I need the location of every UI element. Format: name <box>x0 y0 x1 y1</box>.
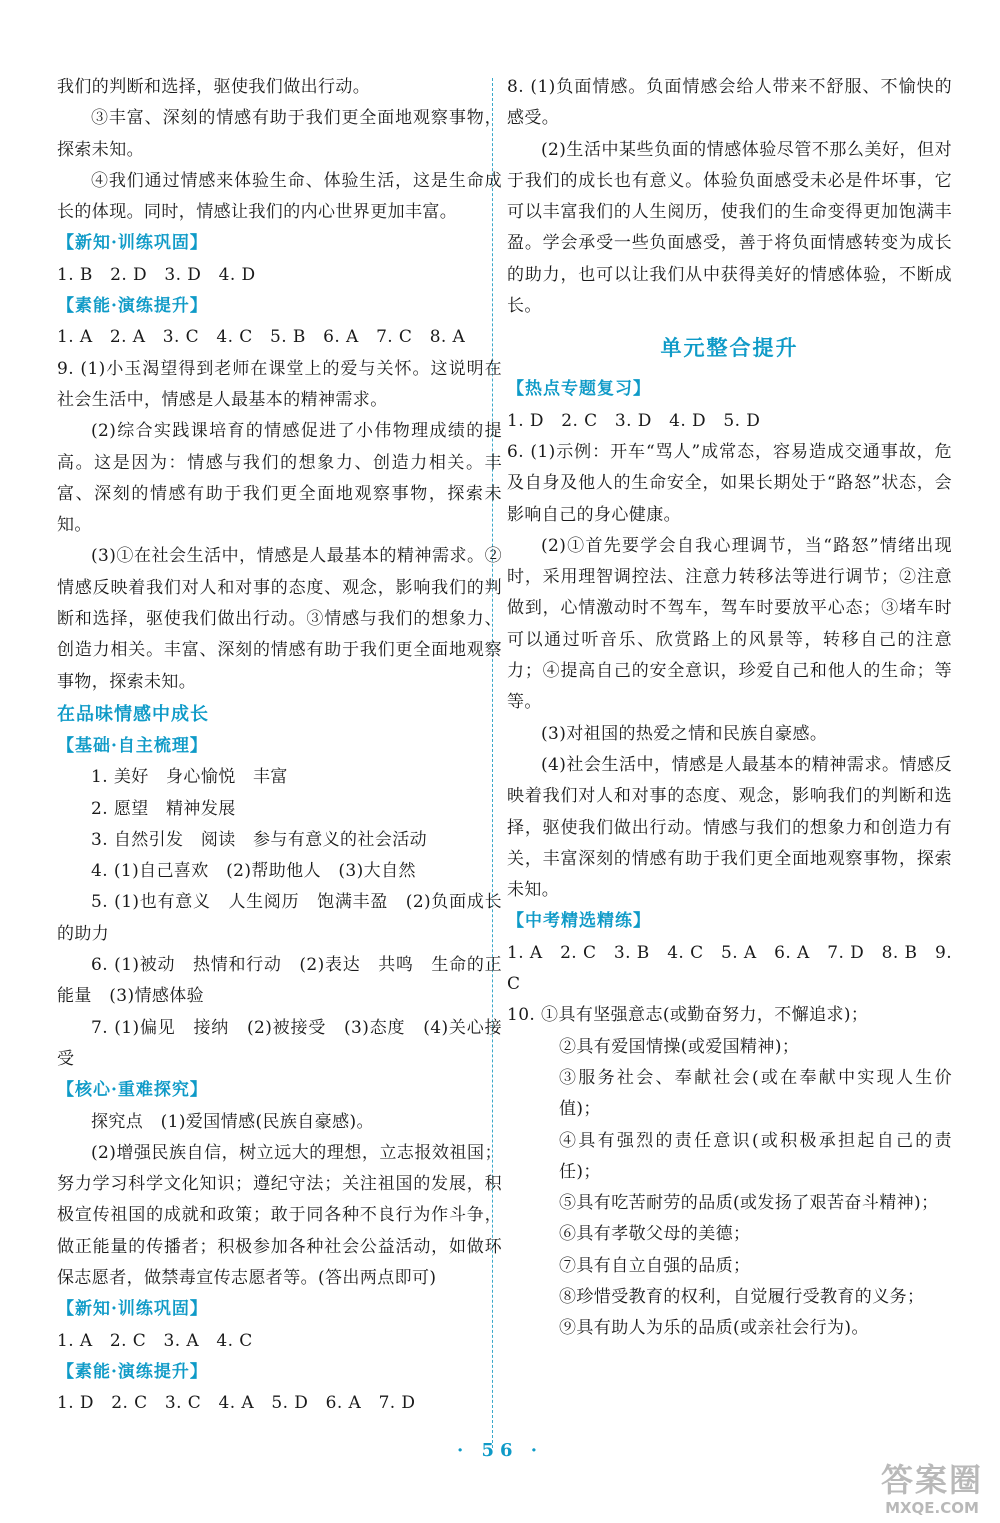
question-answer: (4)社会生活中，情感是人最基本的精神需求。情感反映着我们对人和对事的态度、观念，影响我们的判断和选择，驱使我们做出行动。情感与我们的想象力和创造力有关，丰富深刻的情感有助于我们更全面地观察事物，探索未知。 <box>507 754 952 901</box>
question-answer: (3)①在社会生活中，情感是人最基本的精神需求。②情感反映着我们对人和对事的态度、观念，影响我们的判断和选择，驱使我们做出行动。③情感与我们的想象力、创造力相关。丰富、深刻的情感有助于我们更全面地观察事物，探索未知。 <box>57 546 502 692</box>
answer-line: 1. A 2. C 3. A 4. C <box>57 1330 253 1351</box>
question-answer: (2)①首先要学会自我心理调节，当“路怒”情绪出现时，采用理智调控法、注意力转移法等进行调节；②注意做到，心情激动时不驾车，驾车时要放平心态；③堵车时可以通过听音乐、欣赏路上的风景等，转移自己的注意力；④提高自己的安全意识，珍爱自己和他人的生命；等等。 <box>507 535 952 713</box>
answer-line: 1. 美好 身心愉悦 丰富 <box>91 767 288 788</box>
answer-item: ⑧珍惜受教育的权利，自觉履行受教育的义务； <box>559 1286 925 1307</box>
section-heading: 在品味情感中成长 <box>57 703 209 725</box>
unit-title: 单元整合提升 <box>660 335 799 361</box>
answer-item: ②具有爱国情操(或爱国精神)； <box>559 1036 800 1057</box>
question-answer: (2)综合实践课培育的情感促进了小伟物理成绩的提高。这是因为：情感与我们的想象力、创造力相关。丰富、深刻的情感有助于我们更全面地观察事物，探索未知。 <box>57 421 502 536</box>
section-tag: 【基础·自主梳理】 <box>57 735 208 756</box>
watermark-logo <box>872 1461 992 1517</box>
answer-line: 1. B 2. D 3. D 4. D <box>57 264 256 285</box>
question-answer: 10. ①具有坚强意志(或勤奋努力，不懈追求)； <box>507 1005 869 1026</box>
left-column <box>57 72 502 1419</box>
answer-line: 4. (1)自己喜欢 (2)帮助他人 (3)大自然 <box>91 861 416 882</box>
section-tag: 【中考精选精练】 <box>507 911 651 932</box>
section-tag: 【新知·训练巩固】 <box>57 1299 208 1320</box>
section-tag: 【素能·演练提升】 <box>57 296 208 317</box>
answer-line: 2. 愿望 精神发展 <box>91 798 236 819</box>
right-column <box>507 72 952 1345</box>
answer-line: 3. 自然引发 阅读 参与有意义的社会活动 <box>91 829 428 850</box>
question-answer: 6. (1)示例：开车“骂人”成常态，容易造成交通事故，危及自身及他人的生命安全，如果长期处于“路怒”状态，会影响自己的身心健康。 <box>507 441 952 525</box>
question-answer: (3)对祖国的热爱之情和民族自豪感。 <box>541 723 828 744</box>
text-line: 我们的判断和选择，驱使我们做出行动。 <box>57 77 371 97</box>
section-tag: 【热点专题复习】 <box>507 379 651 400</box>
answer-item: ⑤具有吃苦耐劳的品质(或发扬了艰苦奋斗精神)； <box>559 1193 939 1214</box>
answer-line: 1. D 2. C 3. D 4. D 5. D <box>507 410 761 431</box>
text-paragraph: ④我们通过情感来体验生命、体验生活，这是生命成长的体现。同时，情感让我们的内心世界更加丰富。 <box>57 170 502 223</box>
section-tag: 【核心·重难探究】 <box>57 1080 208 1101</box>
answer-item: ⑥具有孝敬父母的美德； <box>559 1224 751 1245</box>
answer-line: 1. D 2. C 3. C 4. A 5. D 6. A 7. D <box>57 1393 416 1414</box>
section-tag: 【新知·训练巩固】 <box>57 233 208 254</box>
page-number: · 56 · <box>456 1440 544 1461</box>
answer-line: 1. A 2. C 3. B 4. C 5. A 6. A 7. D 8. B 9. C <box>507 942 952 995</box>
question-answer: 8. (1)负面情感。负面情感会给人带来不舒服、不愉快的感受。 <box>507 77 952 129</box>
section-tag: 【素能·演练提升】 <box>57 1361 208 1382</box>
answer-line: 1. A 2. A 3. C 4. C 5. B 6. A 7. C 8. A <box>57 327 466 348</box>
text-paragraph: ③丰富、深刻的情感有助于我们更全面地观察事物，探索未知。 <box>57 108 502 160</box>
watermark-url: MXQE.COM <box>885 1499 979 1517</box>
question-answer: 9. (1)小玉渴望得到老师在课堂上的爱与关怀。这说明在社会生活中，情感是人最基本的精神需求。 <box>57 358 502 410</box>
answer-item: ⑦具有自立自强的品质； <box>559 1255 751 1276</box>
watermark-logo-text: 答案圈 <box>880 1461 983 1499</box>
answer-line: 7. (1)偏见 接纳 (2)被接受 (3)态度 (4)关心接受 <box>57 1017 502 1069</box>
answer-line: 5. (1)也有意义 人生阅历 饱满丰盈 (2)负面成长的助力 <box>57 892 502 944</box>
question-answer: (2)生活中某些负面的情感体验尽管不那么美好，但对于我们的成长也有意义。体验负面感受未必是件坏事，它可以丰富我们的人生阅历，使我们的生命变得更加饱满丰盈。学会承受一些负面感受，善于将负面情感转变为成长的助力，也可以让我们从中获得美好的情感体验，不断成长。 <box>507 139 952 317</box>
answer-item: ③服务社会、奉献社会(或在奉献中实现人生价值)； <box>559 1067 952 1120</box>
explore-point: 探究点 (1)爱国情感(民族自豪感)。 <box>91 1111 374 1132</box>
answer-line: 6. (1)被动 热情和行动 (2)表达 共鸣 生命的正能量 (3)情感体验 <box>57 955 502 1007</box>
answer-item: ⑨具有助人为乐的品质(或亲社会行为)。 <box>559 1318 869 1339</box>
explore-answer: (2)增强民族自信，树立远大的理想，立志报效祖国；努力学习科学文化知识；遵纪守法；关注祖国的发展，积极宣传祖国的成就和政策；敢于同各种不良行为作斗争，做正能量的传播者；积极参加各种社会公益活动，如做环保志愿者，做禁毒宣传志愿者等。(答出两点即可) <box>57 1142 502 1288</box>
answer-item: ④具有强烈的责任意识(或积极承担起自己的责任)； <box>559 1130 952 1182</box>
